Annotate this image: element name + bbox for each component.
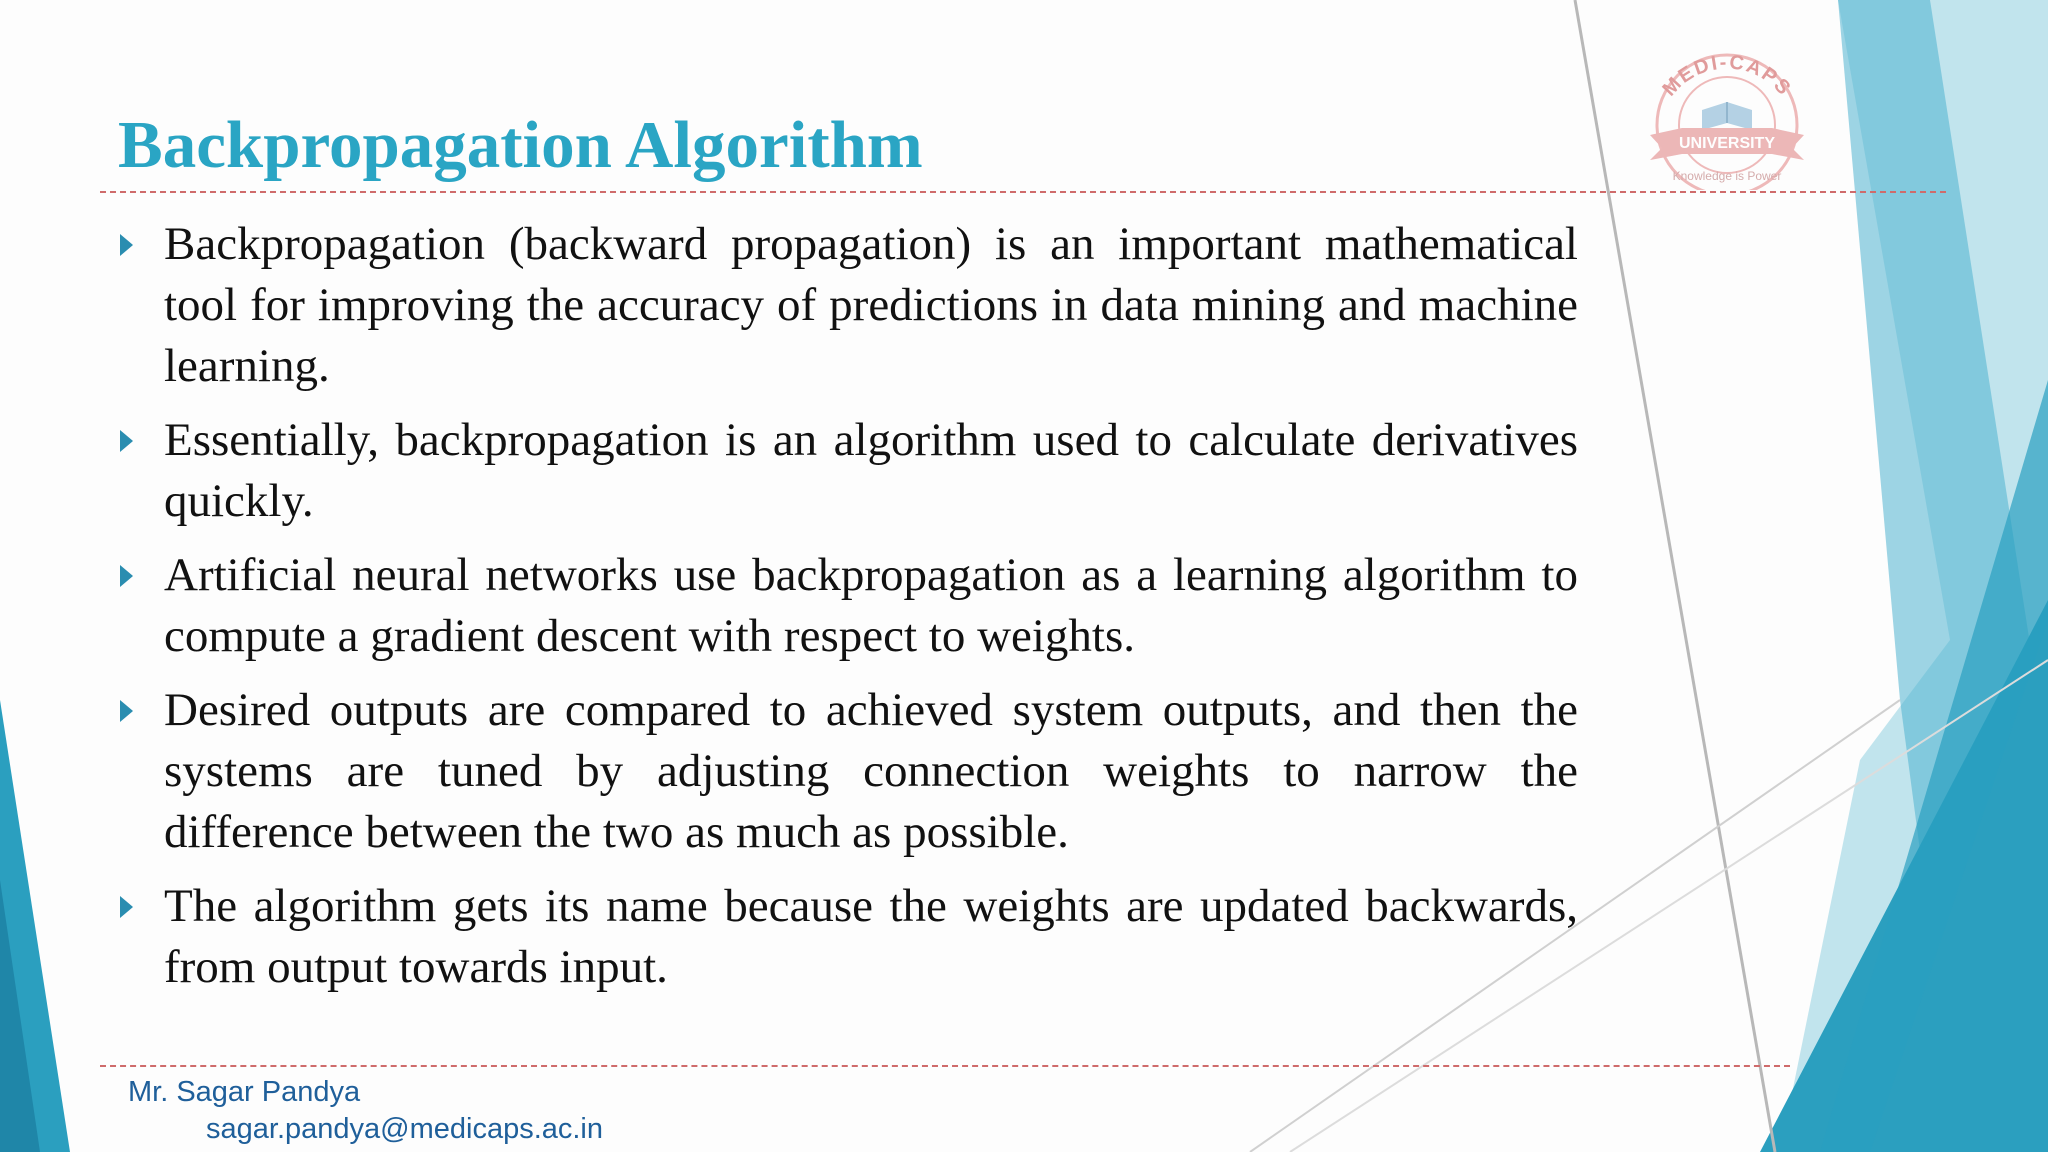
bullet-text: Artificial neural networks use backpropagation as a learning algorithm to compute a gradient descent with respect to weights.: [164, 549, 1578, 662]
footer-divider: [100, 1065, 1790, 1067]
bullet-text: Backpropagation (backward propagation) is an important mathematical tool for improving the accuracy of predictions in data mining and machine learning.: [164, 218, 1578, 392]
title-divider: [100, 191, 1946, 193]
bullet-arrow-icon: [120, 896, 133, 918]
logo-tagline: Knowledge is Power: [1672, 169, 1782, 183]
svg-text:MEDI-CAPS: [1658, 51, 1795, 100]
bullet-text: The algorithm gets its name because the weights are updated backwards, from output towards input.: [164, 880, 1578, 993]
bullet-arrow-icon: [120, 234, 133, 256]
bullet-item: [118, 680, 1578, 863]
slide-title: Backpropagation Algorithm: [118, 108, 923, 182]
bullet-arrow-icon: [120, 430, 133, 452]
university-logo: [1622, 30, 1832, 190]
bullet-text: Essentially, backpropagation is an algorithm used to calculate derivatives quickly.: [164, 414, 1578, 527]
bullet-arrow-icon: [120, 565, 133, 587]
footer-author-email: sagar.pandya@medicaps.ac.in: [206, 1113, 604, 1145]
bullet-item: [118, 876, 1578, 998]
bullet-list: [118, 214, 1578, 1011]
bullet-item: [118, 410, 1578, 532]
bullet-item: [118, 214, 1578, 397]
bullet-text: Desired outputs are compared to achieved system outputs, and then the systems are tuned by adjusting connection weights to narrow the difference between the two as much as possible.: [164, 684, 1578, 858]
logo-ribbon-text: UNIVERSITY: [1678, 135, 1776, 152]
bullet-item: [118, 545, 1578, 667]
footer-author-name: Mr. Sagar Pandya: [128, 1076, 361, 1108]
bullet-arrow-icon: [120, 700, 133, 722]
logo-arc-text: MEDI-CAPS: [1658, 51, 1796, 101]
